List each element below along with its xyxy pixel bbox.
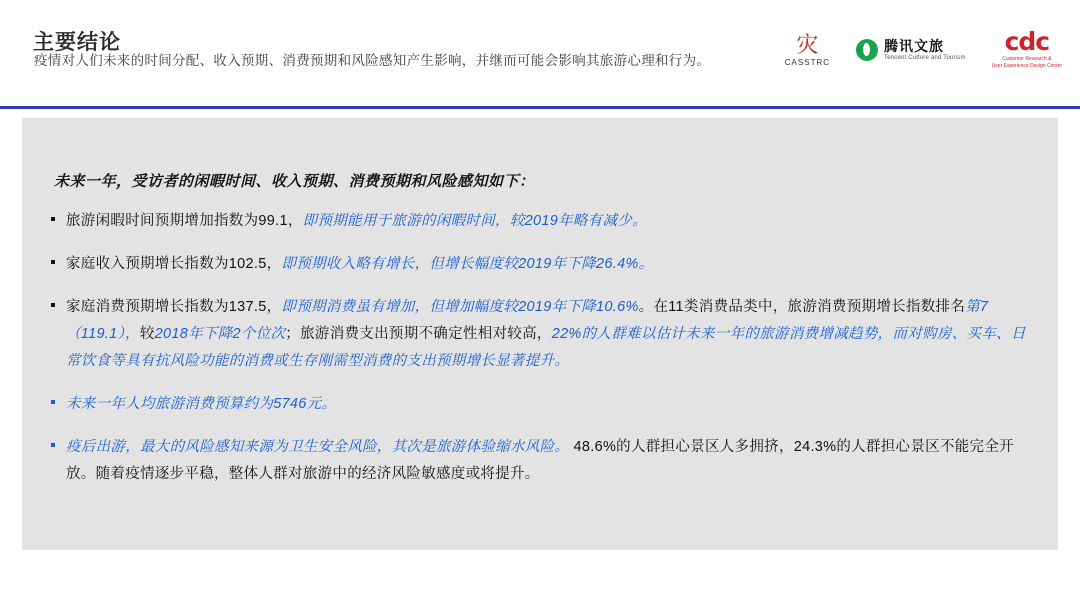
bullet-dot-icon: [51, 400, 55, 404]
list-item: [50, 251, 1030, 278]
bullet-dot-icon: [51, 260, 55, 264]
cdc-mark-icon: cdc: [1004, 27, 1050, 56]
list-item-text: 疫后出游，最大的风险感知来源为卫生安全风险，其次是旅游体验缩水风险。: [66, 439, 570, 455]
list-item-text: 第7（119.1），: [66, 299, 989, 342]
logo-group: [784, 27, 1062, 70]
cdc-logo: [991, 27, 1062, 70]
content-lead: 未来一年，受访者的闲暇时间、收入预期、消费预期和风险感知如下：: [54, 173, 535, 190]
list-item-text: 。在11类消费品类中，旅游消费预期增长指数排名: [638, 299, 966, 315]
conclusion-list: [50, 208, 1030, 504]
tencent-culture-tourism-logo: [856, 39, 966, 62]
list-item-text: 2018年下降2个位次: [154, 326, 286, 342]
list-item-text: 即预期收入略有增长，但增长幅度较2019年下降26.4%。: [281, 256, 654, 272]
cdc-logo-line1: Customer Research &: [1002, 56, 1052, 62]
casstrc-logo: [784, 31, 831, 67]
bullet-dot-icon: [51, 443, 55, 447]
bullet-dot-icon: [51, 303, 55, 307]
list-item-text: 即预期消费虽有增加，但增加幅度较2019年下降10.6%: [281, 299, 639, 315]
slide-header: [0, 0, 1080, 108]
page-title: 主要结论: [33, 31, 121, 54]
list-item-text: 而对购房、买车、日常饮食等具有抗风险功能的消费或生存刚需型消费的支出预期增长显著提升。: [66, 326, 1026, 369]
tencent-logo-cn: 腾讯文旅: [884, 37, 945, 54]
list-item-text: 未来一年人均旅游消费预算约为5746元。: [66, 396, 337, 412]
tencent-logo-en: Tencent Culture and Tourism: [884, 55, 966, 62]
list-item-text: 家庭收入预期增长指数为102.5，: [66, 256, 282, 272]
list-item-text: 旅游闲暇时间预期增加指数为99.1，: [66, 213, 303, 229]
list-item-text: 家庭消费预期增长指数为137.5，: [66, 299, 282, 315]
list-item-text: ；旅游消费支出预期不确定性相对较高，: [285, 326, 552, 342]
bullet-dot-icon: [51, 217, 55, 221]
list-item: [50, 434, 1030, 488]
list-item-text: 即预期能用于旅游的闲暇时间，较2019年略有减少。: [302, 213, 647, 229]
cdc-logo-subtitle: [992, 56, 1062, 70]
casstrc-mark-icon: 灾: [796, 31, 819, 57]
header-divider: [0, 106, 1080, 109]
casstrc-logo-text: CASSTRC: [784, 57, 831, 67]
list-item-text: 较: [139, 326, 155, 342]
tencent-penguin-icon: [856, 39, 878, 61]
content-panel: [22, 118, 1058, 550]
list-item: [50, 208, 1030, 235]
page-subtitle: 疫情对人们未来的时间分配、收入预期、消费预期和风险感知产生影响，并继而可能会影响其旅游心理和行为。: [34, 53, 711, 68]
cdc-logo-line2: User Experience Design Center: [991, 63, 1062, 69]
list-item: [50, 391, 1030, 418]
list-item-text: 48.6%的人群担心景区人多拥挤，24.3%的人群担心景区不能完全开放。随着疫情逐步平稳，整体人群对旅游中的经济风险敏感度或将提升。: [66, 439, 1014, 482]
tencent-logo-text: [884, 39, 966, 62]
list-item: [50, 294, 1030, 375]
list-item-text: 22%的人群难以估计未来一年的旅游消费增减趋势，: [551, 326, 893, 342]
